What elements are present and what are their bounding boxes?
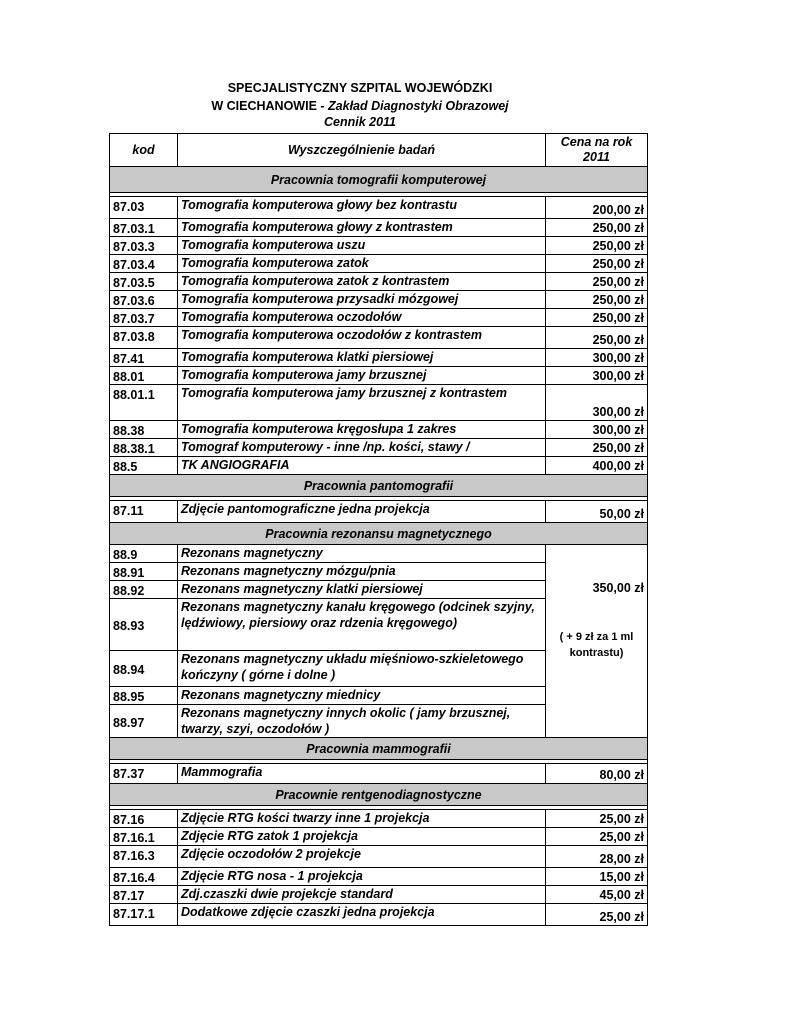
- table-row: [110, 291, 648, 309]
- description-cell: Dodatkowe zdjęcie czaszki jedna projekcja: [178, 904, 546, 926]
- code-cell: 87.03.1: [110, 219, 178, 237]
- table-row: [110, 545, 648, 563]
- code-cell: 87.16: [110, 810, 178, 828]
- table-row: [110, 439, 648, 457]
- price-cell: 300,00 zł: [546, 421, 648, 439]
- price-cell: 250,00 zł: [546, 309, 648, 327]
- table-row: [110, 764, 648, 784]
- mri-shared-price-cell: [546, 545, 648, 738]
- code-cell: 88.38.1: [110, 439, 178, 457]
- table-row: [110, 886, 648, 904]
- description-cell: Tomograf komputerowy - inne /np. kości, stawy /: [178, 439, 546, 457]
- description-cell: Tomografia komputerowa zatok: [178, 255, 546, 273]
- description-cell: Tomografia komputerowa zatok z kontrastem: [178, 273, 546, 291]
- code-cell: 87.11: [110, 501, 178, 523]
- department-name: Zakład Diagnostyki Obrazowej: [328, 99, 509, 113]
- table-row: [110, 273, 648, 291]
- price-cell: 250,00 zł: [546, 219, 648, 237]
- description-cell: Mammografia: [178, 764, 546, 784]
- code-cell: 87.37: [110, 764, 178, 784]
- description-cell: Tomografia komputerowa przysadki mózgowej: [178, 291, 546, 309]
- code-cell: 87.16.3: [110, 846, 178, 868]
- price-cell: 80,00 zł: [546, 764, 648, 784]
- code-cell: 88.92: [110, 581, 178, 599]
- table-row: [110, 237, 648, 255]
- code-cell: 88.93: [110, 599, 178, 651]
- code-cell: 87.03.4: [110, 255, 178, 273]
- description-cell: Zdjęcie RTG zatok 1 projekcja: [178, 828, 546, 846]
- price-cell: 28,00 zł: [546, 846, 648, 868]
- description-cell: Tomografia komputerowa jamy brzusznej: [178, 367, 546, 385]
- code-cell: 88.01.1: [110, 385, 178, 421]
- code-cell: 88.5: [110, 457, 178, 475]
- description-cell: TK ANGIOGRAFIA: [178, 457, 546, 475]
- code-cell: 87.03: [110, 197, 178, 219]
- table-header: [110, 134, 648, 167]
- description-cell: Tomografia komputerowa uszu: [178, 237, 546, 255]
- section-title: Pracownia rezonansu magnetycznego: [110, 523, 648, 545]
- price-table: [109, 133, 648, 926]
- table-row: [110, 197, 648, 219]
- table-row: [110, 868, 648, 886]
- table-row: [110, 219, 648, 237]
- description-cell: Tomografia komputerowa głowy z kontrastem: [178, 219, 546, 237]
- description-cell: Rezonans magnetyczny kanału kręgowego (odcinek szyjny, lędźwiowy, piersiowy oraz rdzenia kręgowego): [178, 599, 546, 651]
- description-cell: Zdjęcie RTG nosa - 1 projekcja: [178, 868, 546, 886]
- description-cell: Tomografia komputerowa oczodołów z kontrastem: [178, 327, 546, 349]
- table-row: [110, 327, 648, 349]
- section-title: Pracownia pantomografii: [110, 475, 648, 497]
- description-cell: Rezonans magnetyczny układu mięśniowo-szkieletowego kończyny ( górne i dolne ): [178, 651, 546, 687]
- table-row: [110, 255, 648, 273]
- table-row: [110, 421, 648, 439]
- contrast-surcharge-note: ( + 9 zł za 1 ml kontrastu): [559, 631, 634, 659]
- table-row: [110, 846, 648, 868]
- code-cell: 87.17: [110, 886, 178, 904]
- description-cell: Rezonans magnetyczny innych okolic ( jamy brzusznej, twarzy, szyi, oczodołów ): [178, 705, 546, 738]
- code-cell: 88.9: [110, 545, 178, 563]
- description-cell: Tomografia komputerowa kręgosłupa 1 zakres: [178, 421, 546, 439]
- description-cell: Rezonans magnetyczny miednicy: [178, 687, 546, 705]
- description-cell: Rezonans magnetyczny: [178, 545, 546, 563]
- table-row: [110, 349, 648, 367]
- section-title: Pracownia mammografii: [110, 738, 648, 760]
- code-cell: 88.38: [110, 421, 178, 439]
- table-row: [110, 810, 648, 828]
- price-cell: 200,00 zł: [546, 197, 648, 219]
- description-cell: Zdj.czaszki dwie projekcje standard: [178, 886, 546, 904]
- description-cell: Rezonans magnetyczny mózgu/pnia: [178, 563, 546, 581]
- table-row: [110, 367, 648, 385]
- table-row: [110, 828, 648, 846]
- code-cell: 87.03.8: [110, 327, 178, 349]
- description-cell: Tomografia komputerowa klatki piersiowej: [178, 349, 546, 367]
- code-cell: 88.95: [110, 687, 178, 705]
- code-cell: 87.17.1: [110, 904, 178, 926]
- code-cell: 87.16.1: [110, 828, 178, 846]
- code-cell: 87.03.6: [110, 291, 178, 309]
- price-cell: 15,00 zł: [546, 868, 648, 886]
- price-cell: 250,00 zł: [546, 291, 648, 309]
- description-cell: Tomografia komputerowa jamy brzusznej z kontrastem: [178, 385, 546, 421]
- section-title: Pracownia tomografii komputerowej: [110, 167, 648, 193]
- table-row: [110, 904, 648, 926]
- description-cell: Tomografia komputerowa głowy bez kontrastu: [178, 197, 546, 219]
- price-cell: 250,00 zł: [546, 439, 648, 457]
- price-cell: 250,00 zł: [546, 273, 648, 291]
- price-cell: 250,00 zł: [546, 237, 648, 255]
- description-cell: Tomografia komputerowa oczodołów: [178, 309, 546, 327]
- code-cell: 88.91: [110, 563, 178, 581]
- table-row: [110, 457, 648, 475]
- code-cell: 87.03.5: [110, 273, 178, 291]
- section-header-ct: [110, 167, 648, 193]
- description-cell: Zdjęcie pantomograficzne jedna projekcja: [178, 501, 546, 523]
- price-cell: 300,00 zł: [546, 367, 648, 385]
- mri-price: 350,00 zł: [592, 581, 644, 595]
- code-cell: 88.01: [110, 367, 178, 385]
- location-text: W CIECHANOWIE -: [211, 99, 329, 113]
- price-cell: 400,00 zł: [546, 457, 648, 475]
- price-cell: 50,00 zł: [546, 501, 648, 523]
- section-header-mri: [110, 523, 648, 545]
- section-header-panto: [110, 475, 648, 497]
- price-cell: 250,00 zł: [546, 255, 648, 273]
- code-cell: 87.03.7: [110, 309, 178, 327]
- price-cell: 25,00 zł: [546, 828, 648, 846]
- column-header-price: Cena na rok 2011: [546, 134, 648, 167]
- code-cell: 87.16.4: [110, 868, 178, 886]
- code-cell: 88.97: [110, 705, 178, 738]
- column-header-description: Wyszczególnienie badań: [178, 134, 546, 167]
- price-cell: 300,00 zł: [546, 349, 648, 367]
- pricelist-title: Cennik 2011: [323, 115, 397, 129]
- code-cell: 88.94: [110, 651, 178, 687]
- description-cell: Zdjęcie oczodołów 2 projekcje: [178, 846, 546, 868]
- hospital-name: SPECJALISTYCZNY SZPITAL WOJEWÓDZKI: [227, 81, 493, 95]
- price-cell: 45,00 zł: [546, 886, 648, 904]
- description-cell: Zdjęcie RTG kości twarzy inne 1 projekcja: [178, 810, 546, 828]
- column-header-code: kod: [110, 134, 178, 167]
- table-row: [110, 309, 648, 327]
- table-row: [110, 385, 648, 421]
- price-cell: 300,00 zł: [546, 385, 648, 421]
- description-cell: Rezonans magnetyczny klatki piersiowej: [178, 581, 546, 599]
- section-header-rtg: [110, 784, 648, 806]
- code-cell: 87.41: [110, 349, 178, 367]
- hospital-location: [0, 98, 720, 114]
- section-title: Pracownie rentgenodiagnostyczne: [110, 784, 648, 806]
- price-cell: 25,00 zł: [546, 810, 648, 828]
- section-header-mammo: [110, 738, 648, 760]
- price-cell: 250,00 zł: [546, 327, 648, 349]
- code-cell: 87.03.3: [110, 237, 178, 255]
- price-cell: 25,00 zł: [546, 904, 648, 926]
- table-row: [110, 501, 648, 523]
